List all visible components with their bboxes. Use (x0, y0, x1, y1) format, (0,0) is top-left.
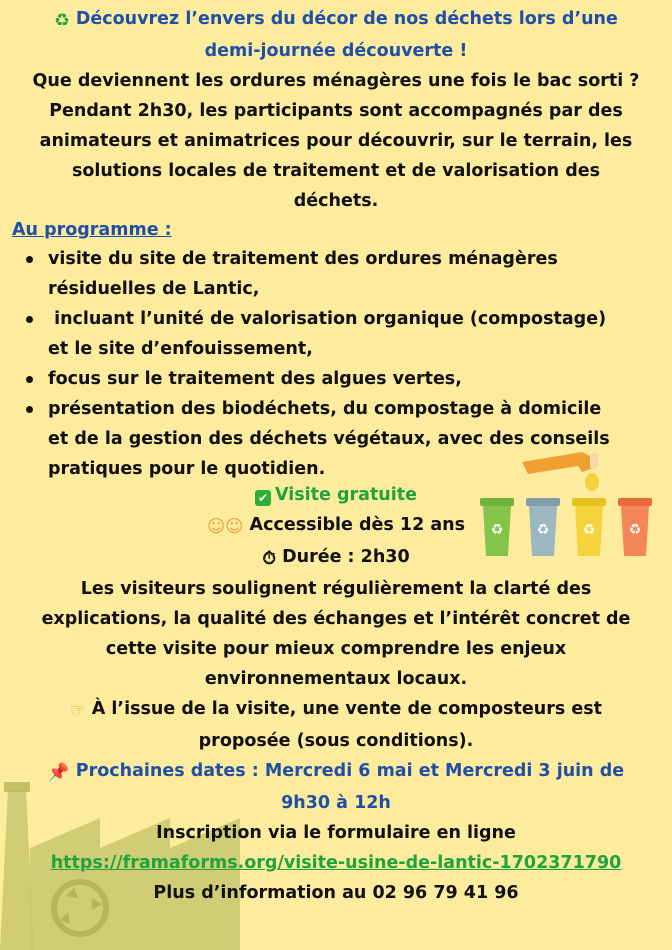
free-visit: ✔ Visite gratuite (0, 480, 672, 510)
children-icon: ☺☺ (206, 517, 244, 537)
pushpin-icon: 📌 (47, 763, 70, 783)
bullet-icon (26, 406, 33, 413)
feedback-line4: environnementaux locaux. (204, 669, 468, 689)
program-item: focus sur le traitement des algues vertes, (22, 364, 662, 394)
program-heading: Au programme : (12, 220, 172, 240)
program-item: visite du site de traitement des ordures ménagères résiduelles de Lantic, (22, 244, 662, 304)
registration-link[interactable]: https://framaforms.org/visite-usine-de-lantic-1702371790 (50, 853, 622, 873)
feedback-line3: cette visite pour mieux comprendre les enjeux (105, 639, 567, 659)
age-info: ☺☺ Accessible dès 12 ans (0, 510, 672, 542)
intro-paragraph-4: déchets. (293, 191, 379, 211)
feedback-line2: explications, la qualité des échanges et l’intérêt concret de (41, 609, 631, 629)
bullet-icon (26, 376, 33, 383)
program-list (22, 244, 662, 484)
program-item: présentation des biodéchets, du compostage à domicile et de la gestion des déchets végétaux, avec des conseils pratiques pour le quotidien. (22, 394, 662, 484)
intro-paragraph-3: solutions locales de traitement et de valorisation des (71, 161, 601, 181)
intro-paragraph-2: animateurs et animatrices pour découvrir, sur le terrain, les (39, 131, 633, 151)
dates-line1: 📌 Prochaines dates : Mercredi 6 mai et Mercredi 3 juin de (0, 756, 672, 788)
phone-info: Plus d’information au 02 96 79 41 96 (153, 883, 519, 903)
feedback-line1: Les visiteurs soulignent régulièrement la clarté des (80, 579, 592, 599)
svg-text:♻: ♻ (582, 522, 596, 538)
sale-line2: proposée (sous conditions). (198, 731, 474, 751)
svg-text:♻: ♻ (628, 522, 642, 538)
sale-line1: ☞ À l’issue de la visite, une vente de composteurs est (0, 694, 672, 726)
info-block (0, 480, 672, 908)
check-icon: ✔ (255, 490, 271, 506)
pointing-hand-icon: ☞ (69, 701, 86, 721)
recycle-icon: ♻ (54, 11, 70, 31)
flyer (0, 0, 672, 212)
duration-info: ⏱ Durée : 2h30 (0, 542, 672, 574)
registration-label: Inscription via le formulaire en ligne (156, 823, 516, 843)
intro-question: Que deviennent les ordures ménagères une fois le bac sorti ? (32, 71, 640, 91)
svg-text:♻: ♻ (490, 522, 504, 538)
bullet-icon (26, 316, 33, 323)
intro-title-line1: ♻ Découvrez l’envers du décor de nos déchets lors d’une (0, 4, 672, 36)
svg-text:♻: ♻ (536, 522, 550, 538)
intro-paragraph-1: Pendant 2h30, les participants sont accompagnés par des (49, 101, 623, 121)
stopwatch-icon: ⏱ (262, 549, 277, 569)
dates-line2: 9h30 à 12h (281, 793, 391, 813)
bullet-icon (26, 256, 33, 263)
intro-title-line2: demi-journée découverte ! (204, 41, 468, 61)
registration-link-row (0, 848, 672, 878)
program-item: incluant l’unité de valorisation organique (compostage) et le site d’enfouissement, (22, 304, 662, 364)
